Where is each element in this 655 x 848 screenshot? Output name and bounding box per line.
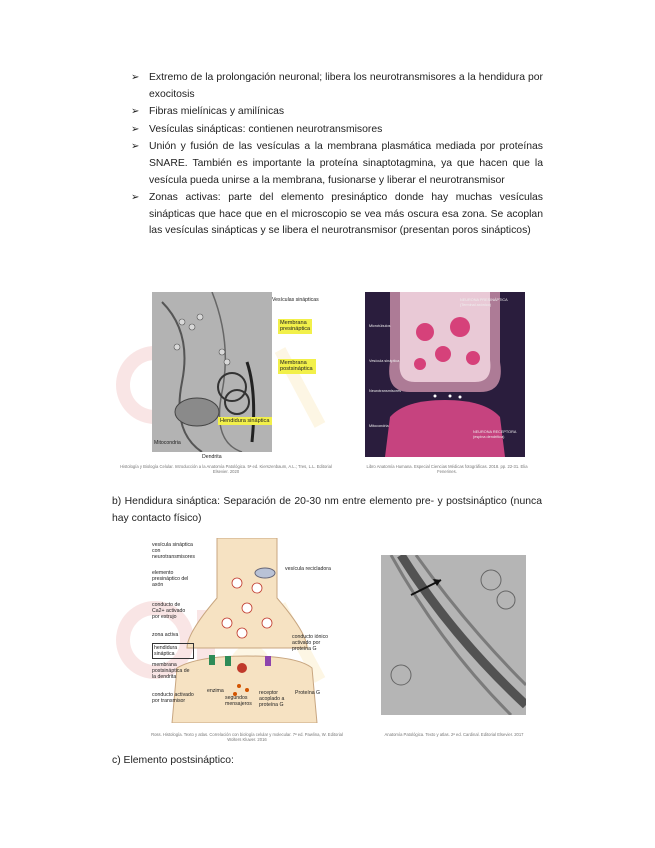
label-receiving-neuron: NEURONA RECEPTORA <box>473 430 517 434</box>
label-mitochondria-2: Mitocondria <box>369 424 389 428</box>
label-enzyme: enzima <box>207 688 224 694</box>
figure-synapse-diagram <box>147 538 347 723</box>
bullet-item: ➢ Extremo de la prolongación neuronal; libera los neurotransmisores a la hendidura por exocitosis <box>131 72 543 100</box>
label-synaptic-cleft: Hendidura sináptica <box>218 417 272 425</box>
label-dendritic-spine: (espina dendrítica) <box>473 435 505 439</box>
arrow-bullet-icon: ➢ <box>131 192 140 204</box>
label-g-protein-receptor: receptor acoplado a proteína G <box>259 690 285 708</box>
caption-figure-1: Histología y Biología Celular. Introducción a la Anatomía Patológica. 5ª ed. Kierszenbaum, A.L.; Tres, L.L. Editorial Elsevier. 2020 <box>120 464 332 474</box>
figure-micrograph-synapse <box>152 292 347 462</box>
label-ca-channel: conducto de Ca2+ activado por estrujo <box>152 602 186 620</box>
label-presynaptic-neuron: NEURONA PRESINÁPTICA <box>460 298 508 302</box>
label-dendrite: Dendrita <box>202 454 222 460</box>
bullet-item: ➢ Vesículas sinápticas: contienen neurotransmisores <box>131 122 543 139</box>
label-presynaptic-membrane: Membrana presináptica <box>280 320 311 333</box>
label-neurotransmitters: Neurotransmisores <box>369 389 402 393</box>
label-presynaptic-element: elemento presináptico del axón <box>152 570 189 588</box>
label-postsynaptic-membrane: Membrana postsináptica <box>278 359 316 374</box>
section-b-paragraph: b) Hendidura sináptica: Separación de 20-30 nm entre elemento pre- y postsináptico (nunca hay contacto físico) <box>112 496 542 524</box>
label-postsynaptic-membrane-2: membrana postsináptica de la dendrita <box>152 662 190 680</box>
label-g-protein: Proteína G <box>295 690 321 696</box>
label-microtubules: Microtúbulos <box>369 324 391 328</box>
bullet-item: ➢ Fibras mielínicas y amilínicas <box>131 104 543 121</box>
arrow-bullet-icon: ➢ <box>131 106 140 118</box>
label-synaptic-vesicle-nt: vesícula sináptica con neurotransmisores <box>152 542 195 560</box>
caption-figure-2: Libro Anatomía Humana. Especial Ciencias Médicas fotográficas. 2018. pp. 22-31. Elia Fenerines. <box>366 464 528 474</box>
caption-figure-3: Ross. Histología. Texto y atlas. Correlación con biología celular y molecular. 7ª ed. Pawlina, W. Editorial Wolters Kluwer. 2016 <box>151 732 343 742</box>
micrograph-image <box>152 292 272 452</box>
label-synaptic-cleft-2: hendidura sináptica <box>152 643 194 659</box>
cleft-micrograph-image <box>381 555 526 715</box>
arrow-bullet-icon: ➢ <box>131 72 140 83</box>
figure-3d-synapse <box>365 292 525 457</box>
figure-cleft-micrograph <box>381 555 526 715</box>
bullet-item: ➢ Zonas activas: parte del elemento presináptico donde hay muchas vesículas sinápticas que hace que en el microscopio se vea más oscura esa zona. Se acoplan las vesículas sinápticas y se libera el neurotransmisor (presentan poros sinápticos) <box>131 192 543 237</box>
label-ion-channel-g: conducto iónico activado por proteína G <box>292 634 329 652</box>
label-mitochondria: Mitocondria <box>154 440 181 446</box>
label-synaptic-vesicle: Vesícula sináptica <box>369 359 400 363</box>
bullet-list <box>131 70 543 241</box>
arrow-bullet-icon: ➢ <box>131 141 140 153</box>
label-transmitter-channel: conducto activado por transmisor <box>152 692 194 704</box>
caption-figure-4: Anatomía Patológica. Texto y atlas. 2ª ed. Cardinal. Editorial Elsevier. 2017 <box>384 732 524 737</box>
label-vesicles: Vesículas sinápticas <box>272 297 319 303</box>
label-second-messengers: segundos mensajeros <box>225 695 252 707</box>
label-axon-terminal: (Terminal axónico) <box>460 303 492 307</box>
section-c-heading: c) Elemento postsináptico: <box>112 755 234 766</box>
arrow-bullet-icon: ➢ <box>131 123 140 135</box>
label-recycling-vesicle: vesícula recicladora <box>285 566 331 572</box>
label-active-zone: zona activa <box>152 632 179 638</box>
bullet-item: ➢ Unión y fusión de las vesículas a la membrana plasmática mediada por proteínas SNARE. También es importante la proteína sinaptotagmina, ya que hacen que la vesícula pueda unirse a la membrana, fusionarse y liberar el neurotransmisor <box>131 141 543 186</box>
